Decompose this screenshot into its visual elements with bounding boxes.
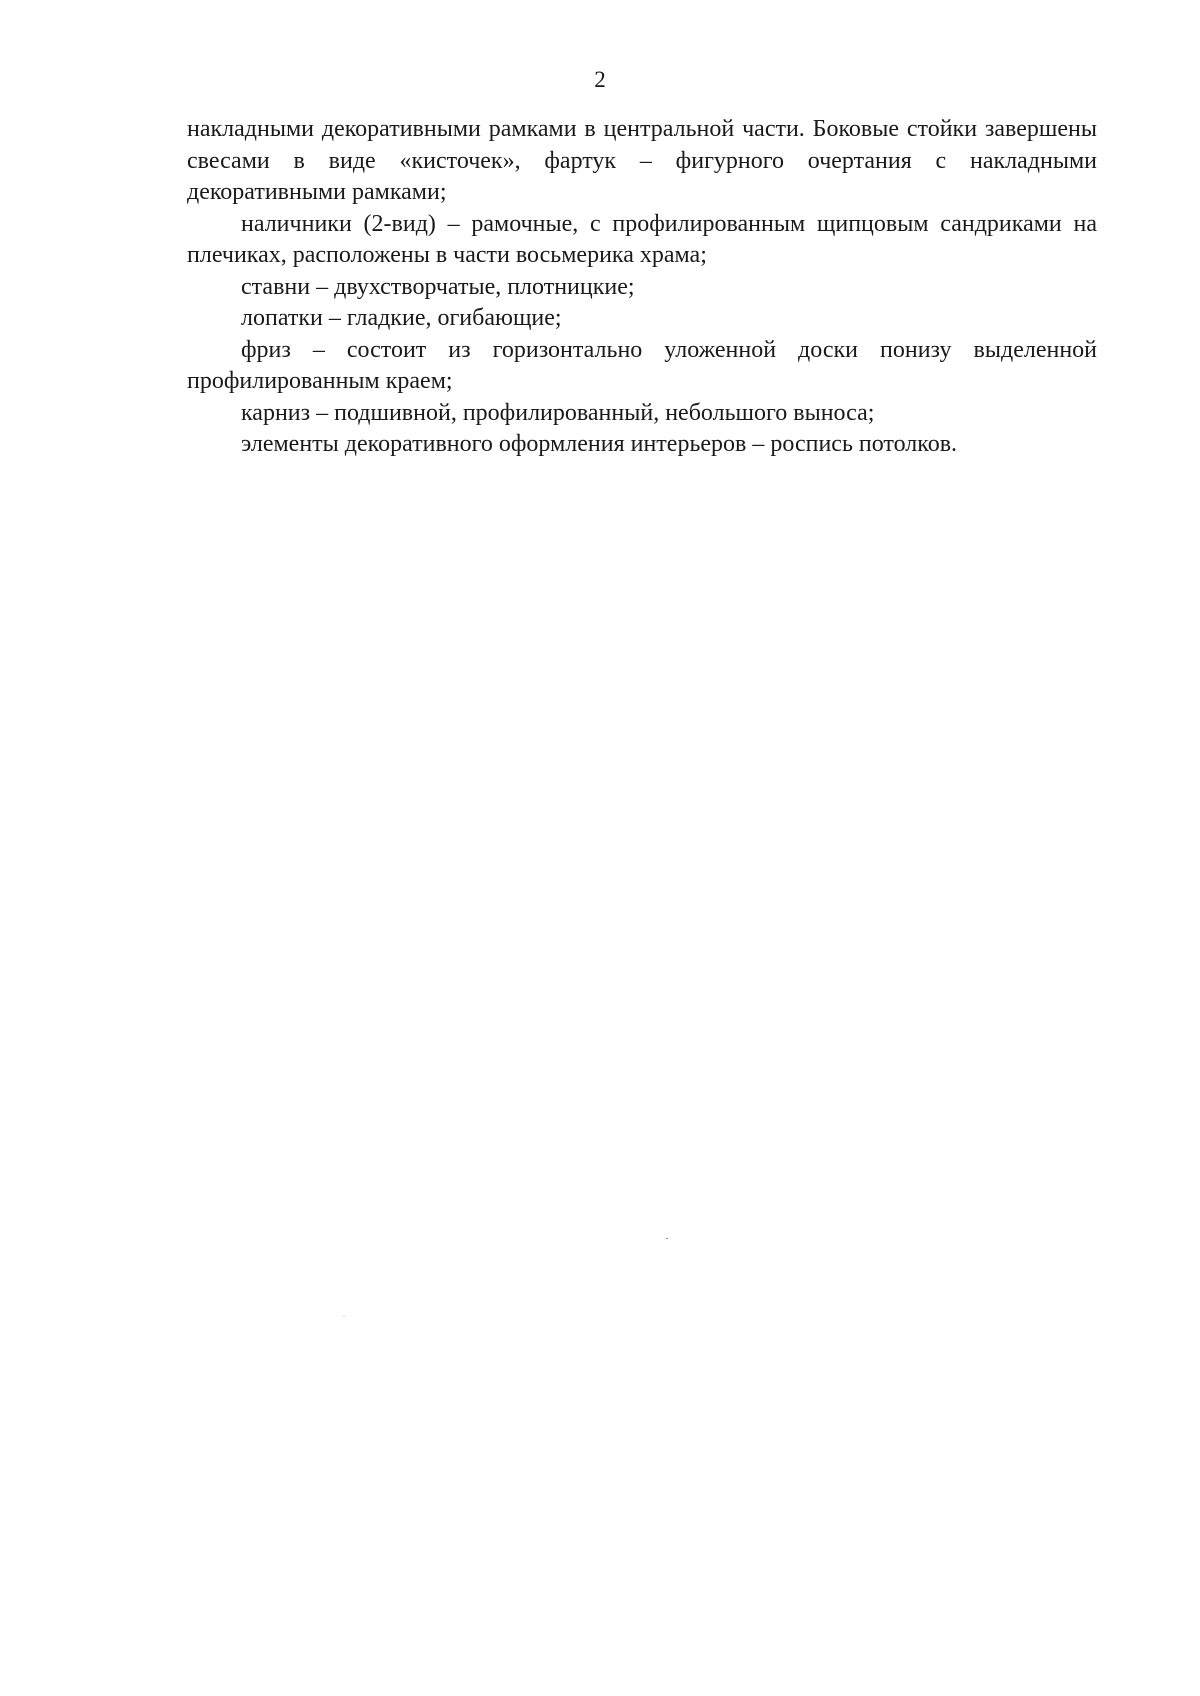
paragraph-frieze: фриз – состоит из горизонтально уложенной доски понизу выделенной профилированным краем; bbox=[187, 336, 1097, 394]
scan-speck bbox=[343, 1316, 345, 1317]
paragraph-shutters: ставни – двухстворчатые, плотницкие; bbox=[241, 273, 635, 300]
page-number: 2 bbox=[594, 67, 606, 92]
paragraph-continuation: накладными декоративными рамками в центральной части. Боковые стойки завершены свесами в виде «кисточек», фартук – фигурного очертания с накладными декоративными рамками; bbox=[187, 116, 1097, 205]
paragraph-window-frames: наличники (2-вид) – рамочные, с профилированным щипцовым сандриками на плечиках, расположены в части восьмерика храма; bbox=[187, 210, 1097, 268]
paragraph-interior-decoration: элементы декоративного оформления интерьеров – роспись потолков. bbox=[241, 431, 958, 457]
document-body bbox=[187, 114, 1097, 461]
scan-speck bbox=[666, 1238, 668, 1239]
paragraph-pilasters: лопатки – гладкие, огибающие; bbox=[241, 305, 562, 331]
paragraph-cornice: карниз – подшивной, профилированный, небольшого выноса; bbox=[241, 399, 875, 426]
